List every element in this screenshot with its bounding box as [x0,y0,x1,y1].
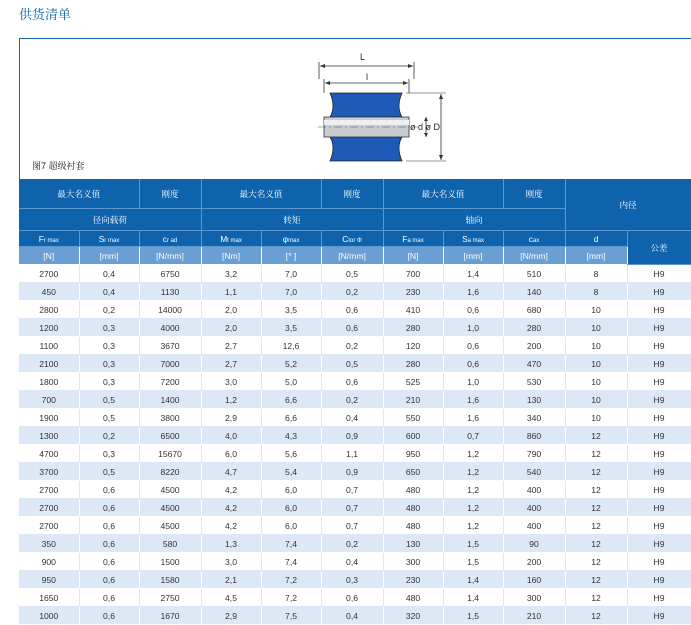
unit-header: [N] [383,247,443,265]
table-cell: 12 [565,463,627,481]
table-cell: 700 [19,391,79,409]
table-cell: 4,0 [201,427,261,445]
table-cell: H9 [627,463,691,481]
table-cell: 6,0 [261,517,321,535]
table-row [19,499,691,517]
table-cell: 4,2 [201,481,261,499]
table-row [19,481,691,499]
table-cell: 3,2 [201,265,261,283]
table-cell: 1400 [139,391,201,409]
table-cell: 230 [383,283,443,301]
table-cell: 8220 [139,463,201,481]
table-cell: 7000 [139,355,201,373]
table-cell: 7,4 [261,535,321,553]
table-row [19,571,691,589]
table-cell: 3800 [139,409,201,427]
table-cell: 410 [383,301,443,319]
table-cell: 550 [383,409,443,427]
table-cell: 7,5 [261,607,321,625]
table-cell: 3700 [19,463,79,481]
symbol-header: Fr max [19,231,79,247]
table-cell: 0,2 [321,337,383,355]
symbol-header: Sa max [443,231,503,247]
unit-header: [mm] [79,247,139,265]
table-cell: 10 [565,409,627,427]
table-cell: 0,6 [79,499,139,517]
table-cell: 0,6 [321,301,383,319]
table-cell: 2,0 [201,319,261,337]
table-cell: 0,3 [79,445,139,463]
table-cell: 480 [383,517,443,535]
table-cell: 1,4 [443,571,503,589]
unit-header: [N/mm] [139,247,201,265]
table-cell: 2,0 [201,301,261,319]
table-cell: 1,5 [443,553,503,571]
radial-stiffness-header: 刚度 [139,179,201,209]
table-cell: 4,5 [201,589,261,607]
table-row [19,463,691,481]
table-cell: 0,6 [321,319,383,337]
table-cell: 540 [503,463,565,481]
table-cell: 280 [383,355,443,373]
table-cell: 0,7 [443,427,503,445]
unit-header: [mm] [565,247,627,265]
table-cell: 0,5 [79,463,139,481]
table-cell: 4,2 [201,499,261,517]
table-cell: 160 [503,571,565,589]
table-cell: 1500 [139,553,201,571]
table-cell: 470 [503,355,565,373]
table-cell: 0,3 [79,355,139,373]
table-row [19,607,691,625]
table-cell: H9 [627,445,691,463]
symbol-header: Ctor Φ [321,231,383,247]
dim-diameter-label: ø d ø D [410,122,441,132]
table-cell: H9 [627,571,691,589]
table-cell: 480 [383,589,443,607]
table-cell: H9 [627,589,691,607]
table-cell: 2,1 [201,571,261,589]
table-row [19,535,691,553]
table-cell: 700 [383,265,443,283]
table-cell: 0,2 [79,301,139,319]
table-cell: 1650 [19,589,79,607]
table-cell: 530 [503,373,565,391]
table-cell: 1100 [19,337,79,355]
table-cell: 1,2 [443,481,503,499]
table-cell: 8 [565,265,627,283]
table-cell: 12 [565,517,627,535]
table-cell: 0,6 [443,337,503,355]
table-cell: 0,6 [79,607,139,625]
axial-max-nominal-header: 最大名义值 [383,179,503,209]
torsion-stiffness-header: 刚度 [321,179,383,209]
table-row [19,373,691,391]
table-cell: 2,7 [201,355,261,373]
table-row [19,517,691,535]
table-cell: 6,6 [261,409,321,427]
table-cell: 7,2 [261,571,321,589]
table-row [19,337,691,355]
table-cell: 3,0 [201,553,261,571]
table-cell: 15670 [139,445,201,463]
table-cell: 0,6 [443,355,503,373]
table-cell: 680 [503,301,565,319]
table-cell: 1,2 [443,499,503,517]
table-cell: 0,3 [79,319,139,337]
table-cell: 2700 [19,499,79,517]
table-cell: 2700 [19,481,79,499]
table-cell: 1300 [19,427,79,445]
table-row [19,391,691,409]
table-cell: 12,6 [261,337,321,355]
axial-header: 轴向 [383,209,565,231]
table-cell: 4,7 [201,463,261,481]
torque-header: 转矩 [201,209,383,231]
unit-header: [N/mm] [321,247,383,265]
table-cell: 400 [503,499,565,517]
table-cell: 7,2 [261,589,321,607]
bushing-diagram [314,49,474,177]
table-cell: 12 [565,427,627,445]
figure-caption: 图7 超级衬套 [32,161,85,171]
table-cell: 340 [503,409,565,427]
table-cell: 7,0 [261,265,321,283]
table-row [19,553,691,571]
table-cell: 1,2 [443,445,503,463]
table-cell: 1,3 [201,535,261,553]
symbol-header: φmax [261,231,321,247]
table-cell: 0,4 [321,607,383,625]
table-cell: H9 [627,337,691,355]
table-cell: 0,7 [321,517,383,535]
table-cell: 140 [503,283,565,301]
table-cell: 900 [19,553,79,571]
table-cell: 6,0 [261,481,321,499]
table-cell: H9 [627,499,691,517]
table-row [19,319,691,337]
table-cell: 130 [383,535,443,553]
table-cell: 300 [503,589,565,607]
table-cell: 1,2 [443,463,503,481]
table-cell: H9 [627,355,691,373]
symbol-header: Sr max [79,231,139,247]
table-cell: 525 [383,373,443,391]
table-cell: 0,5 [79,391,139,409]
table-cell: H9 [627,517,691,535]
radial-max-nominal-header: 最大名义值 [19,179,139,209]
table-cell: 10 [565,301,627,319]
table-cell: 12 [565,535,627,553]
table-cell: 2100 [19,355,79,373]
table-cell: H9 [627,391,691,409]
table-row [19,265,691,283]
table-cell: 12 [565,553,627,571]
table-cell: 0,6 [79,535,139,553]
table-cell: 0,2 [321,535,383,553]
table-cell: 0,9 [321,427,383,445]
table-cell: 600 [383,427,443,445]
table-cell: 950 [19,571,79,589]
unit-header: [mm] [443,247,503,265]
table-cell: 2700 [19,265,79,283]
table-cell: 4500 [139,499,201,517]
table-cell: 120 [383,337,443,355]
table-cell: 1670 [139,607,201,625]
table-cell: 0,7 [321,481,383,499]
table-cell: 950 [383,445,443,463]
table-cell: 12 [565,589,627,607]
table-cell: 0,6 [79,553,139,571]
table-cell: 1,6 [443,409,503,427]
table-cell: 230 [383,571,443,589]
table-cell: 6,6 [261,391,321,409]
symbol-header: cax [503,231,565,247]
table-cell: 1,0 [443,373,503,391]
table-cell: 300 [383,553,443,571]
table-cell: 1,2 [443,517,503,535]
table-cell: 7200 [139,373,201,391]
table-cell: 790 [503,445,565,463]
table-cell: 580 [139,535,201,553]
table-cell: 1,4 [443,265,503,283]
table-cell: 450 [19,283,79,301]
table-cell: 6,0 [201,445,261,463]
table-body [19,265,691,625]
table-cell: 4,3 [261,427,321,445]
table-cell: H9 [627,553,691,571]
table-cell: 320 [383,607,443,625]
radial-load-header: 径向载荷 [19,209,201,231]
table-cell: 1,1 [321,445,383,463]
tolerance-header: 公差 [627,231,691,265]
table-cell: 7,4 [261,553,321,571]
table-cell: 1,1 [201,283,261,301]
table-cell: 12 [565,571,627,589]
table-cell: 1200 [19,319,79,337]
table-cell: 0,5 [321,355,383,373]
table-cell: 1,4 [443,589,503,607]
table-cell: 0,5 [79,409,139,427]
symbol-header: Fa max [383,231,443,247]
table-cell: 12 [565,607,627,625]
table-cell: 12 [565,499,627,517]
table-cell: 280 [503,319,565,337]
table-cell: 650 [383,463,443,481]
table-row [19,301,691,319]
table-cell: H9 [627,607,691,625]
table-cell: 10 [565,355,627,373]
table-cell: 1,6 [443,283,503,301]
table-cell: 400 [503,517,565,535]
table-cell: 90 [503,535,565,553]
specification-table [19,179,691,625]
table-cell: 6750 [139,265,201,283]
table-row [19,355,691,373]
table-cell: 3,0 [201,373,261,391]
table-cell: 0,6 [79,481,139,499]
table-cell: 0,7 [321,499,383,517]
table-cell: 210 [503,607,565,625]
table-cell: 0,2 [321,283,383,301]
table-cell: 2800 [19,301,79,319]
dim-l-label: l [366,72,368,82]
table-cell: 4700 [19,445,79,463]
axial-stiffness-header: 刚度 [503,179,565,209]
table-cell: 10 [565,373,627,391]
table-row [19,589,691,607]
table-cell: H9 [627,373,691,391]
table-cell: 510 [503,265,565,283]
table-row [19,409,691,427]
symbol-header: Mt max [201,231,261,247]
table-row [19,445,691,463]
table-cell: 0,6 [321,589,383,607]
table-cell: 1130 [139,283,201,301]
table-cell: 1,2 [201,391,261,409]
inner-diameter-header: 内径 [565,179,691,231]
table-cell: 280 [383,319,443,337]
table-cell: 3,5 [261,301,321,319]
table-row [19,283,691,301]
table-cell: 210 [383,391,443,409]
table-row [19,427,691,445]
table-cell: 0,5 [321,265,383,283]
table-cell: 5,6 [261,445,321,463]
table-cell: 0,9 [321,463,383,481]
unit-header: [° ] [261,247,321,265]
table-cell: 0,2 [79,427,139,445]
table-cell: 3670 [139,337,201,355]
table-cell: 2,9 [201,607,261,625]
table-cell: 1900 [19,409,79,427]
table-cell: 2750 [139,589,201,607]
page-title: 供货清单 [19,7,72,22]
table-cell: 2,9 [201,409,261,427]
figure-panel [19,38,691,180]
table-cell: 1,0 [443,319,503,337]
table-cell: 4500 [139,517,201,535]
table-cell: 12 [565,445,627,463]
table-cell: 1800 [19,373,79,391]
table-cell: 0,4 [79,265,139,283]
table-cell: 2700 [19,517,79,535]
table-cell: 4000 [139,319,201,337]
table-cell: 6,0 [261,499,321,517]
table-cell: H9 [627,319,691,337]
table-cell: 1000 [19,607,79,625]
dim-L-label: L [360,52,366,62]
table-cell: 480 [383,499,443,517]
table-cell: H9 [627,409,691,427]
table-cell: 7,0 [261,283,321,301]
table-cell: 400 [503,481,565,499]
table-cell: 0,2 [321,391,383,409]
table-cell: 0,3 [321,571,383,589]
table-cell: H9 [627,481,691,499]
table-cell: 0,4 [321,553,383,571]
symbol-header: cr ad [139,231,201,247]
table-cell: 12 [565,481,627,499]
table-cell: 0,6 [79,571,139,589]
table-cell: 5,0 [261,373,321,391]
table-cell: 5,4 [261,463,321,481]
table-cell: 0,6 [79,589,139,607]
table-cell: 1580 [139,571,201,589]
table-cell: 3,5 [261,319,321,337]
table-cell: 5,2 [261,355,321,373]
table-cell: 4,2 [201,517,261,535]
table-cell: 130 [503,391,565,409]
table-cell: 1,6 [443,391,503,409]
table-cell: 0,6 [79,517,139,535]
table-cell: H9 [627,283,691,301]
table-cell: 0,6 [443,301,503,319]
table-cell: 0,3 [79,373,139,391]
unit-header: [N] [19,247,79,265]
table-cell: H9 [627,535,691,553]
table-cell: H9 [627,427,691,445]
unit-header: [Nm] [201,247,261,265]
table-cell: 10 [565,319,627,337]
table-cell: 200 [503,337,565,355]
table-cell: 8 [565,283,627,301]
table-cell: 480 [383,481,443,499]
table-cell: 4500 [139,481,201,499]
table-cell: 1,5 [443,607,503,625]
table-cell: 200 [503,553,565,571]
table-cell: 6500 [139,427,201,445]
table-cell: 2,7 [201,337,261,355]
table-cell: 0,6 [321,373,383,391]
table-cell: 10 [565,391,627,409]
table-cell: 10 [565,337,627,355]
table-cell: 350 [19,535,79,553]
table-cell: 1,5 [443,535,503,553]
table-cell: H9 [627,265,691,283]
table-cell: 0,3 [79,337,139,355]
table-cell: 0,4 [79,283,139,301]
unit-header: [N/mm] [503,247,565,265]
table-cell: H9 [627,301,691,319]
table-cell: 14000 [139,301,201,319]
torsion-max-nominal-header: 最大名义值 [201,179,321,209]
table-cell: 860 [503,427,565,445]
table-cell: 0,4 [321,409,383,427]
symbol-header: d [565,231,627,247]
